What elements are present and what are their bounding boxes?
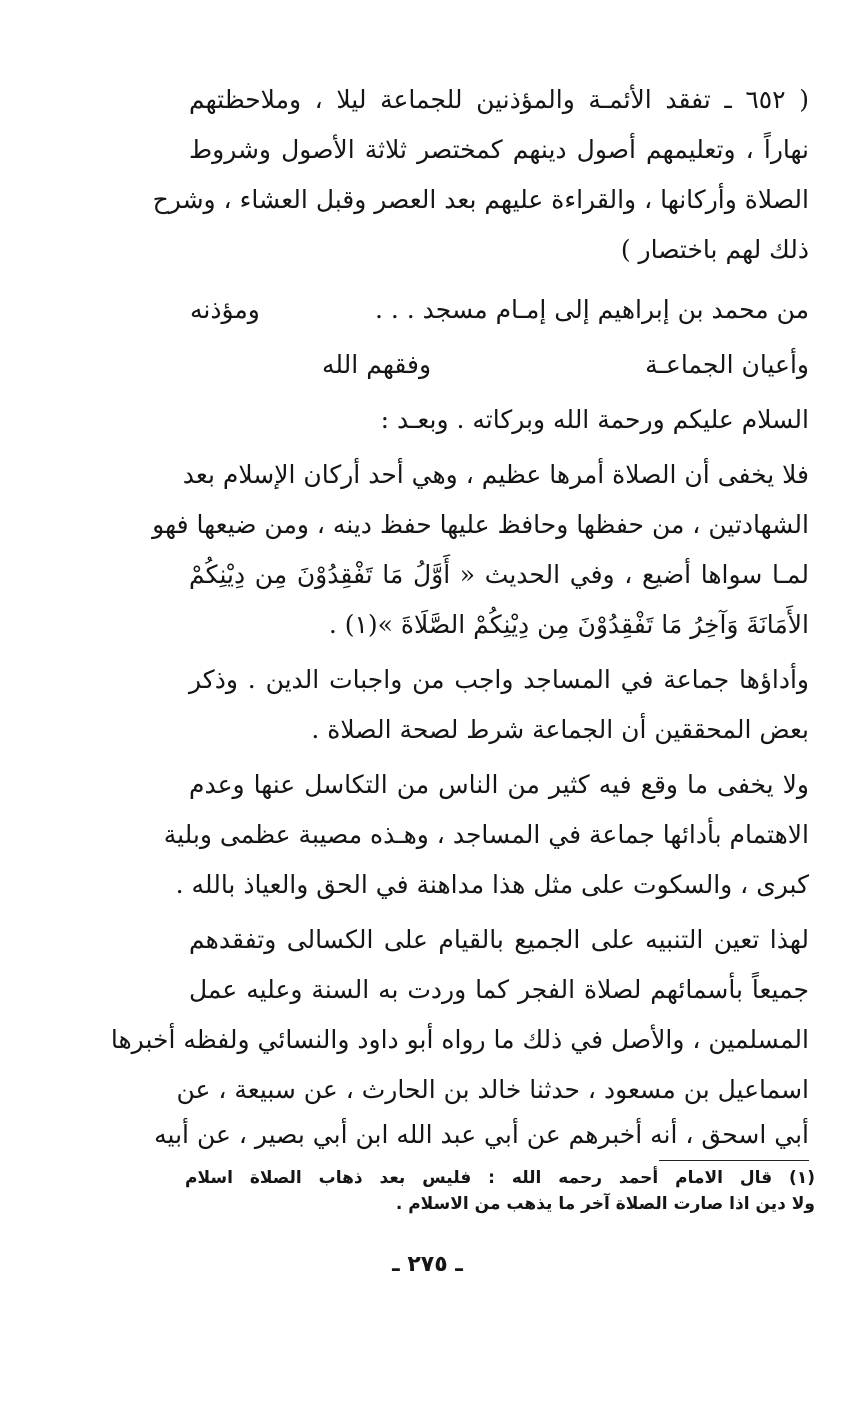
body-line: الشهادتين ، من حفظها وحافظ عليها حفظ دينه ، ومن ضيعها فهو xyxy=(152,510,809,539)
body-line: جميعاً بأسمائهم لصلاة الفجر كما وردت به السنة وعليه عمل xyxy=(189,975,809,1004)
body-line: اسماعيل بن مسعود ، حدثنا خالد بن الحارث ، عن سبيعة ، عن xyxy=(176,1075,809,1104)
footnote-line-1: (١) قال الامام أحمد رحمه الله : فليس بعد ذهاب الصلاة اسلام xyxy=(185,1168,815,1188)
address-line-2-end: وفقهم الله xyxy=(322,350,432,379)
body-line: الاهتمام بأدائها جماعة في المساجد ، وهـذه مصيبة عظمى وبلية xyxy=(163,820,809,849)
page-number: ـ ٢٧٥ ـ xyxy=(392,1252,463,1277)
footnote-line-2: ولا دين اذا صارت الصلاة آخر ما يذهب من الاسلام . xyxy=(395,1194,815,1214)
body-line: أبي اسحق ، أنه أخبرهم عن أبي عبد الله ابن أبي بصير ، عن أبيه xyxy=(154,1120,809,1149)
address-line-1-end: ومؤذنه xyxy=(190,295,260,324)
body-line: بعض المحققين أن الجماعة شرط لصحة الصلاة . xyxy=(311,715,809,744)
heading-line-2: نهاراً ، وتعليمهم أصول دينهم كمختصر ثلاثة الأصول وشروط xyxy=(189,135,809,164)
footnote-divider xyxy=(659,1160,809,1161)
address-line-1-start: من محمد بن إبراهيم إلى إمـام مسجد . . . xyxy=(375,295,809,324)
heading-line-3: الصلاة وأركانها ، والقراءة عليهم بعد العصر وقبل العشاء ، وشرح xyxy=(152,185,809,214)
heading-line-1: ( ٦٥٢ ـ تفقد الأئمـة والمؤذنين للجماعة ليلا ، وملاحظتهم xyxy=(189,85,810,114)
body-line: الأَمَانَةَ وَآخِرُ مَا تَفْقِدُوْنَ مِن دِيْنِكُمْ الصَّلَاةَ »(١) . xyxy=(328,610,809,639)
address-line-2-start: وأعيان الجماعـة xyxy=(645,350,809,379)
body-line: كبرى ، والسكوت على مثل هذا مداهنة في الحق والعياذ بالله . xyxy=(175,870,809,899)
body-line: لمـا سواها أضيع ، وفي الحديث « أَوَّلُ مَا تَفْقِدُوْنَ مِن دِيْنِكُمْ xyxy=(189,560,809,589)
salutation-line: السلام عليكم ورحمة الله وبركاته . وبعـد : xyxy=(380,405,809,434)
body-line: ولا يخفى ما وقع فيه كثير من الناس من التكاسل عنها وعدم xyxy=(189,770,809,799)
body-line: المسلمين ، والأصل في ذلك ما رواه أبو داود والنسائي ولفظه أخبرها xyxy=(110,1025,809,1054)
body-line: فلا يخفى أن الصلاة أمرها عظيم ، وهي أحد أركان الإسلام بعد xyxy=(182,460,809,489)
body-line: وأداؤها جماعة في المساجد واجب من واجبات الدين . وذكر xyxy=(189,665,809,694)
heading-line-4: ذلك لهم باختصار ) xyxy=(620,235,809,264)
body-line: لهذا تعين التنبيه على الجميع بالقيام على الكسالى وتفقدهم xyxy=(189,925,809,954)
